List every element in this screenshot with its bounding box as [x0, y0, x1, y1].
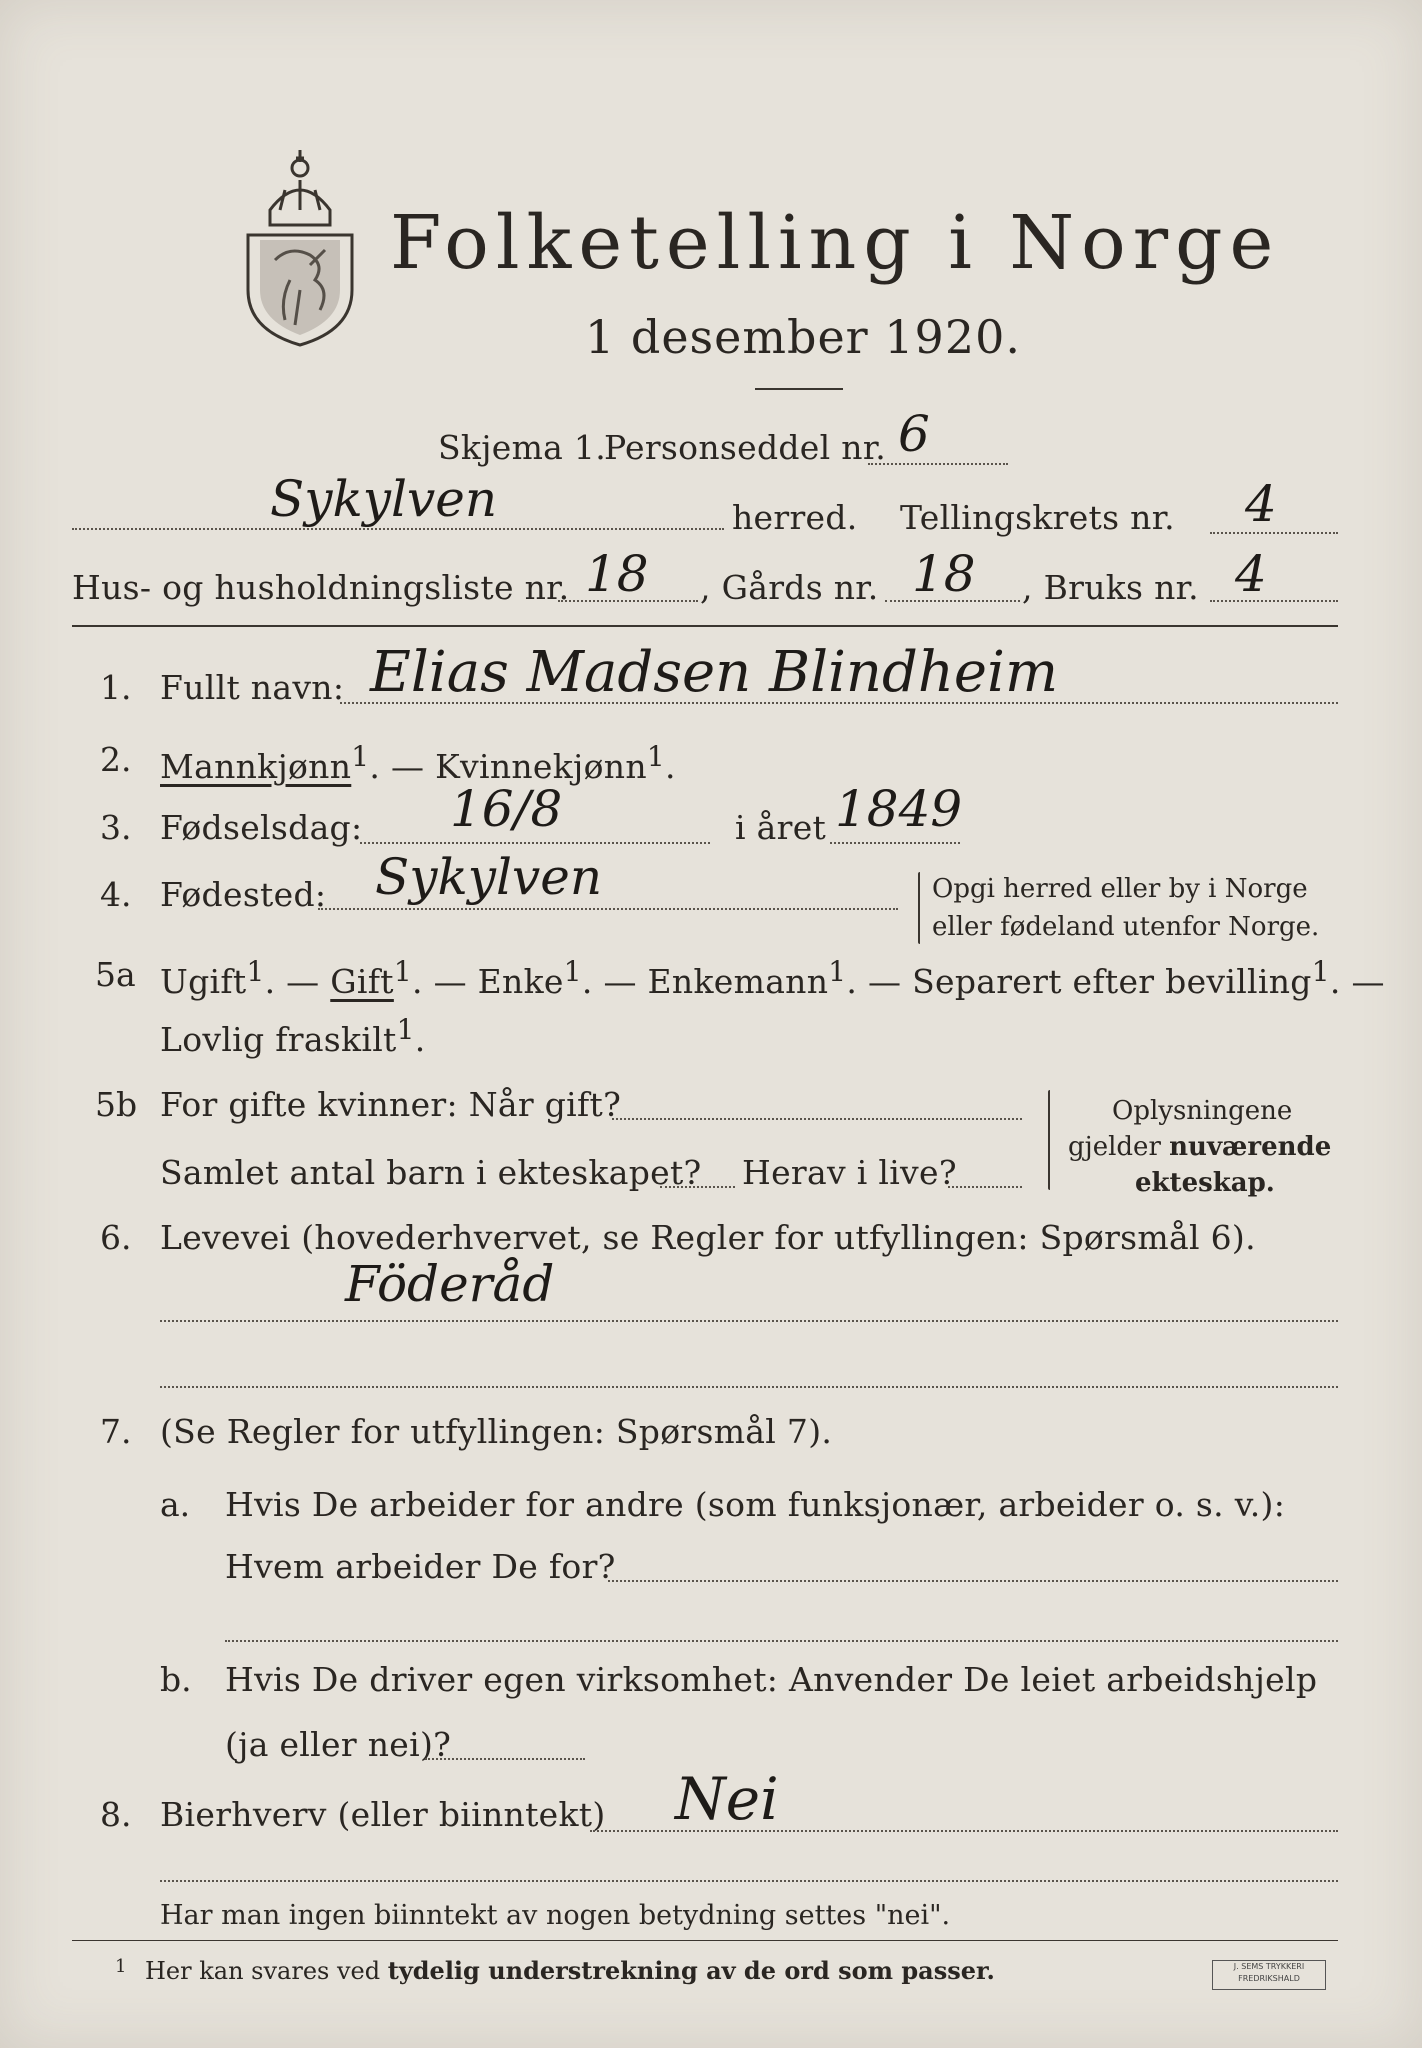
q7b-number: b.: [160, 1660, 192, 1699]
q8-number: 8.: [100, 1795, 132, 1834]
levevei-field-line-1[interactable]: [160, 1320, 1338, 1322]
printer-stamp: J. SEMS TRYKKERI FREDRIKSHALD: [1212, 1960, 1326, 1990]
q3-label: Fødselsdag:: [160, 808, 363, 847]
fodested-value: Sykylven: [375, 848, 603, 906]
q2-options: Mannkjønn$^1$. — Kvinnekjønn$^1$.: [160, 740, 676, 786]
q4-note-brace: [918, 872, 920, 944]
option-enkemann[interactable]: Enkemann: [647, 962, 829, 1001]
gards-value: 18: [912, 545, 976, 603]
option-gift[interactable]: Gift: [330, 962, 394, 1001]
tellingskrets-label: Tellingskrets nr.: [900, 498, 1175, 537]
hus-label: Hus- og husholdningsliste nr.: [72, 568, 570, 607]
aaret-value: 1849: [835, 780, 963, 838]
q4-note-line2: eller fødeland utenfor Norge.: [932, 912, 1320, 942]
herav-i-live-field-line[interactable]: [948, 1186, 1022, 1188]
herred-value: Sykylven: [270, 470, 498, 528]
q7-number: 7.: [100, 1412, 132, 1451]
fullt-navn-value: Elias Madsen Blindheim: [370, 640, 1059, 705]
option-mannkjonn[interactable]: Mannkjønn: [160, 747, 352, 786]
q5b-note-brace: [1048, 1090, 1050, 1190]
coat-of-arms-icon: [240, 140, 360, 350]
q3-number: 3.: [100, 808, 132, 847]
q7a-label-line1: Hvis De arbeider for andre (som funksjonær, arbeider o. s. v.):: [225, 1485, 1286, 1524]
personseddel-label: Personseddel nr.: [604, 428, 887, 467]
title-divider: [755, 388, 843, 390]
levevei-field-line-2[interactable]: [160, 1386, 1338, 1388]
bruks-value: 4: [1235, 545, 1267, 603]
bierhverv-value: Nei: [675, 1765, 779, 1833]
naar-gift-field-line[interactable]: [612, 1118, 1022, 1120]
option-ugift[interactable]: Ugift: [160, 962, 247, 1001]
option-enke[interactable]: Enke: [477, 962, 564, 1001]
hus-value: 18: [585, 545, 649, 603]
q5b-label-herav-i-live: Herav i live?: [742, 1153, 957, 1192]
q7a-label-line2: Hvem arbeider De for?: [225, 1547, 616, 1586]
header-divider: [72, 625, 1338, 627]
form-date: 1 desember 1920.: [585, 310, 1021, 364]
fodested-field-line[interactable]: [318, 908, 898, 910]
fodselsdag-field-line[interactable]: [360, 842, 710, 844]
antal-barn-field-line[interactable]: [660, 1186, 735, 1188]
bruks-field-line[interactable]: [1210, 600, 1338, 602]
q1-number: 1.: [100, 668, 132, 707]
skjema-label: Skjema 1.: [438, 428, 607, 467]
q4-number: 4.: [100, 875, 132, 914]
arbeidshjelp-field-line[interactable]: [425, 1758, 585, 1760]
q5b-label-antal-barn: Samlet antal barn i ekteskapet?: [160, 1153, 702, 1192]
q1-label: Fullt navn:: [160, 668, 345, 707]
q3-year-label: i året: [735, 808, 827, 847]
q5b-note-line2: gjelder nuværende: [1068, 1132, 1332, 1162]
personseddel-field-line[interactable]: [868, 463, 1008, 465]
herred-field-line[interactable]: [72, 528, 724, 530]
q4-label: Fødested:: [160, 875, 327, 914]
q5a-number: 5a: [95, 955, 136, 994]
q2-number: 2.: [100, 740, 132, 779]
hvem-arbeider-field-line-1[interactable]: [608, 1580, 1338, 1582]
personseddel-value: 6: [898, 405, 930, 463]
aaret-field-line[interactable]: [830, 842, 960, 844]
footer-divider: [72, 1940, 1338, 1941]
hvem-arbeider-field-line-2[interactable]: [225, 1640, 1338, 1642]
levevei-value: Föderåd: [345, 1255, 555, 1313]
q5b-label-naar-gift: For gifte kvinner: Når gift?: [160, 1085, 622, 1124]
q5b-note-line1: Oplysningene: [1112, 1096, 1293, 1126]
option-separert[interactable]: Separert efter bevilling: [912, 962, 1312, 1001]
option-kvinnekjonn[interactable]: Kvinnekjønn: [435, 747, 647, 786]
q5b-note-line3: ekteskap.: [1135, 1168, 1275, 1198]
q7b-label-line1: Hvis De driver egen virksomhet: Anvender De leiet arbeidshjelp: [225, 1660, 1318, 1699]
q4-note-line1: Opgi herred eller by i Norge: [932, 874, 1308, 904]
herred-label: herred.: [732, 498, 858, 537]
footnote-mark: 1: [115, 1956, 127, 1977]
option-fraskilt[interactable]: Lovlig fraskilt: [160, 1020, 397, 1059]
q5a-options: Ugift$^1$. — Gift$^1$. — Enke$^1$. — Enkemann$^1$. — Separert efter bevilling$^1$. —: [160, 955, 1385, 1001]
q8-note: Har man ingen biinntekt av nogen betydning settes "nei".: [160, 1900, 951, 1931]
q7b-label-line2: (ja eller nei)?: [225, 1725, 452, 1764]
q5a-options-line2: Lovlig fraskilt$^1$.: [160, 1013, 426, 1059]
q7-label: (Se Regler for utfyllingen: Spørsmål 7).: [160, 1412, 833, 1451]
fodselsdag-value: 16/8: [450, 780, 563, 838]
bruks-label: , Bruks nr.: [1022, 568, 1199, 607]
gards-label: , Gårds nr.: [700, 568, 879, 607]
footnote-text: Her kan svares ved tydelig understrekning av de ord som passer.: [145, 1956, 995, 1985]
q6-number: 6.: [100, 1218, 132, 1257]
q8-label: Bierhverv (eller biinntekt): [160, 1795, 606, 1834]
q5b-number: 5b: [95, 1085, 138, 1124]
form-title: Folketelling i Norge: [390, 200, 1281, 286]
q6-label: Levevei (hovederhvervet, se Regler for utfyllingen: Spørsmål 6).: [160, 1218, 1256, 1257]
tellingskrets-value: 4: [1245, 475, 1277, 533]
bierhverv-field-line-2[interactable]: [160, 1880, 1338, 1882]
q7a-number: a.: [160, 1485, 191, 1524]
